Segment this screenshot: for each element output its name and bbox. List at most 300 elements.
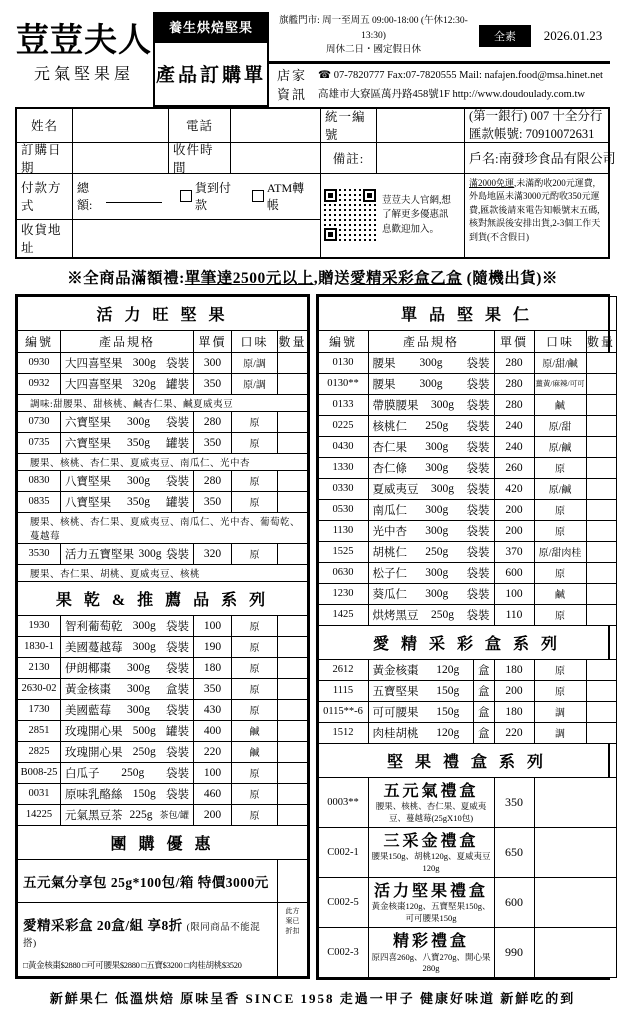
single-nuts-and-giftbox-table: [318, 296, 617, 979]
product-row: [318, 722, 616, 743]
contact-row: [269, 64, 610, 107]
product-price: 200: [494, 680, 534, 701]
product-flavor: 調: [534, 722, 586, 743]
order-date-field[interactable]: [73, 143, 169, 174]
product-price: 600: [494, 878, 534, 928]
product-flavor: 鹹: [534, 583, 586, 604]
product-flavor: 原: [232, 470, 278, 491]
page-title: 產品訂購單: [153, 41, 269, 107]
product-code: B008-25: [18, 762, 61, 783]
quantity-cell[interactable]: [278, 657, 308, 678]
product-price: 370: [494, 541, 534, 562]
product-code: 0130: [318, 352, 368, 373]
product-spec: 大四喜堅果 300g 袋裝: [61, 352, 194, 373]
quantity-cell[interactable]: [586, 701, 616, 722]
ingredient-note-row: 腰果、杏仁果、胡桃、夏威夷豆、核桃: [18, 564, 308, 581]
quantity-cell[interactable]: [586, 722, 616, 743]
product-flavor: 鹹: [534, 394, 586, 415]
product-flavor: 原: [534, 520, 586, 541]
gift-box-contents: 原四喜260g、八寶270g、開心果280g: [371, 951, 491, 973]
product-row: [18, 699, 308, 720]
brand-logo: [15, 12, 153, 107]
product-flavor: 鹹: [232, 720, 278, 741]
product-price: 280: [494, 373, 534, 394]
product-code: 0735: [18, 432, 61, 453]
product-row: [318, 680, 616, 701]
product-price: 430: [194, 699, 232, 720]
product-spec: 杏仁條 300g 袋裝: [368, 457, 494, 478]
shipping-note: 滿2000免運,未滿酌收200元運費,外島地區未滿3000元酌收350元運費,匯款後請來電告知帳號末五碼,核對無誤後安排出貨,2-3個工作天到貨(不含假日): [469, 177, 601, 242]
cod-label: 貨到付款: [195, 181, 232, 213]
product-spec: 智利葡萄乾 300g 袋裝: [61, 615, 194, 636]
product-code: 2630-02: [18, 678, 61, 699]
receive-time-field[interactable]: [231, 143, 321, 174]
header: [15, 12, 610, 107]
product-row: [318, 394, 616, 415]
product-row: [318, 415, 616, 436]
quantity-cell[interactable]: [278, 352, 308, 373]
product-row: [18, 720, 308, 741]
product-code: 1330: [318, 457, 368, 478]
product-price: 600: [494, 562, 534, 583]
product-spec: 伊朗椰棗 300g 袋裝: [61, 657, 194, 678]
product-flavor: 原: [232, 657, 278, 678]
quantity-cell[interactable]: [586, 373, 616, 394]
product-row: [318, 457, 616, 478]
column-header-row: 編號 產品規格 單價 口味 數量: [318, 330, 616, 352]
product-row: [18, 491, 308, 512]
product-row: [18, 615, 308, 636]
gift-box-row: [318, 777, 616, 827]
product-price: 280: [194, 411, 232, 432]
product-row: [18, 636, 308, 657]
group-buy-options[interactable]: □黃金核棗$2880 □可可腰果$2880 □五寶$3200 □肉桂胡桃$3520: [23, 959, 242, 970]
cod-checkbox[interactable]: [180, 190, 192, 202]
category-badge: 養生烘焙堅果: [153, 12, 269, 41]
section-header-row: 活 力 旺 堅 果: [18, 296, 308, 330]
group-buy-note: [278, 859, 308, 902]
payment-options: [73, 174, 321, 220]
product-spec: 美國藍莓 300g 袋裝: [61, 699, 194, 720]
product-spec: 葵瓜仁 300g 袋裝: [368, 583, 494, 604]
product-flavor: 原: [232, 762, 278, 783]
product-row: [18, 804, 308, 825]
remark-field[interactable]: [377, 143, 465, 174]
date: 2026.01.23: [543, 28, 603, 44]
product-flavor: 原: [534, 499, 586, 520]
ingredient-note-row: 調味:甜腰果、甜核桃、鹹杏仁果、鹹夏威夷豆: [18, 394, 308, 411]
product-code: 0930: [18, 352, 61, 373]
gift-box-contents: 腰果150g、胡桃120g、夏威夷豆120g: [371, 851, 491, 873]
product-flavor: 原/鹹: [534, 436, 586, 457]
product-row: [318, 659, 616, 680]
product-row: [18, 678, 308, 699]
quantity-cell[interactable]: [534, 828, 616, 878]
product-code: 0115**-6: [318, 701, 368, 722]
hours-line2: 周休二日・國定假日休: [325, 45, 421, 56]
product-code: 2130: [18, 657, 61, 678]
quantity-cell[interactable]: [586, 520, 616, 541]
product-flavor: 原: [232, 491, 278, 512]
section-header-row: 果 乾 & 推 薦 品 系 列: [18, 581, 308, 615]
quantity-cell[interactable]: [586, 394, 616, 415]
product-code: 1830-1: [18, 636, 61, 657]
store-info-label: 店家 資訊: [277, 68, 308, 103]
product-price: 280: [194, 470, 232, 491]
product-row: [318, 436, 616, 457]
product-code: 0630: [318, 562, 368, 583]
product-code: 1930: [18, 615, 61, 636]
group-buy-note: 此方案已折扣: [278, 902, 308, 976]
qr-block: [321, 174, 465, 257]
product-code: 1730: [18, 699, 61, 720]
product-code: 2612: [318, 659, 368, 680]
quantity-cell[interactable]: [586, 541, 616, 562]
gift-box-spec: [368, 928, 494, 978]
product-code: 0730: [18, 411, 61, 432]
receive-time-label: 收件時間: [169, 143, 231, 174]
product-flavor: 原: [534, 604, 586, 625]
product-code: 1525: [318, 541, 368, 562]
product-spec: 八寶堅果 350g 罐裝: [61, 491, 194, 512]
product-code: 0530: [318, 499, 368, 520]
address-website: 高雄市大寮區萬丹路458號1F http://www.doudoulady.com.tw: [318, 89, 585, 101]
product-code: 1115: [318, 680, 368, 701]
product-price: 300: [194, 352, 232, 373]
left-product-tables: [15, 294, 310, 979]
vitality-and-dried-fruit-table: [17, 296, 308, 977]
product-flavor: 原: [534, 680, 586, 701]
quantity-cell[interactable]: [278, 373, 308, 394]
product-flavor: 原: [232, 699, 278, 720]
quantity-cell[interactable]: [586, 499, 616, 520]
quantity-cell[interactable]: [586, 680, 616, 701]
group-buy-offer: 愛精采彩盒 20盒/組 享8折 (限同商品不能混搭): [23, 917, 261, 949]
product-flavor: 原/鹹: [534, 478, 586, 499]
product-code: C002-3: [318, 928, 368, 978]
quantity-cell[interactable]: [534, 928, 616, 978]
gift-box-name: 三采金禮盒: [383, 833, 479, 851]
quantity-cell[interactable]: [534, 777, 616, 827]
product-flavor: 鹹: [232, 741, 278, 762]
total-label: 總額:: [77, 181, 93, 213]
product-code: 1425: [318, 604, 368, 625]
right-product-tables: [316, 294, 616, 981]
product-price: 420: [494, 478, 534, 499]
product-row: [18, 657, 308, 678]
product-price: 400: [194, 720, 232, 741]
quantity-cell[interactable]: [278, 411, 308, 432]
product-price: 240: [494, 415, 534, 436]
product-price: 200: [194, 804, 232, 825]
product-spec: 原味乳酪絲 150g 袋裝: [61, 783, 194, 804]
product-spec: 玫瑰開心果 500g 罐裝: [61, 720, 194, 741]
quantity-cell[interactable]: [278, 432, 308, 453]
section-header-row: 愛 精 采 彩 盒 系 列: [318, 625, 616, 659]
product-spec: 大四喜堅果 320g 罐裝: [61, 373, 194, 394]
product-price: 350: [194, 491, 232, 512]
quantity-cell[interactable]: [278, 615, 308, 636]
product-price: 990: [494, 928, 534, 978]
product-row: [318, 352, 616, 373]
product-spec: 光中杏 300g 袋裝: [368, 520, 494, 541]
product-price: 220: [494, 722, 534, 743]
quantity-cell[interactable]: [278, 543, 308, 564]
order-date-label: 訂購日期: [17, 143, 73, 174]
product-flavor: 原: [232, 783, 278, 804]
product-price: 200: [494, 520, 534, 541]
quantity-cell[interactable]: [586, 604, 616, 625]
payment-label: 付款方式: [17, 174, 73, 220]
group-buy-row: [18, 859, 308, 902]
product-price: 240: [494, 436, 534, 457]
quantity-cell[interactable]: [586, 436, 616, 457]
product-spec: 腰果 300g 袋裝: [368, 373, 494, 394]
quantity-cell[interactable]: [586, 457, 616, 478]
quantity-cell[interactable]: [278, 741, 308, 762]
product-flavor: 原/甜肉桂: [534, 541, 586, 562]
product-flavor: 原: [534, 659, 586, 680]
product-spec: 五寶堅果 150g 盒: [368, 680, 494, 701]
total-blank-line[interactable]: [106, 190, 162, 203]
group-buy-row: [18, 902, 308, 976]
product-row: [18, 373, 308, 394]
contact-details: [318, 67, 603, 105]
ingredient-note-row: 腰果、核桃、杏仁果、夏威夷豆、南瓜仁、光中杏: [18, 453, 308, 470]
product-price: 180: [494, 659, 534, 680]
product-row: [18, 762, 308, 783]
product-price: 220: [194, 741, 232, 762]
product-flavor: 原/甜/鹹: [534, 352, 586, 373]
product-flavor: 原: [534, 562, 586, 583]
vegan-badge: 全素: [479, 25, 531, 47]
product-spec: 黃金核棗 300g 盒裝: [61, 678, 194, 699]
product-flavor: 原/調: [232, 352, 278, 373]
account-holder: 戶名:南發珍食品有限公司: [465, 143, 608, 174]
product-spec: 六寶堅果 350g 罐裝: [61, 432, 194, 453]
tax-id-field[interactable]: [377, 109, 465, 143]
product-row: [18, 543, 308, 564]
product-row: [18, 352, 308, 373]
gift-box-row: [318, 878, 616, 928]
product-spec: 帶膜腰果 300g 袋裝: [368, 394, 494, 415]
product-row: [318, 562, 616, 583]
brand-subtitle: 元氣堅果屋: [33, 65, 134, 83]
product-spec: 夏威夷豆 300g 袋裝: [368, 478, 494, 499]
product-price: 190: [194, 636, 232, 657]
product-spec: 八寶堅果 300g 袋裝: [61, 470, 194, 491]
product-price: 350: [194, 373, 232, 394]
shipping-note-underline: 滿2000免運: [469, 177, 515, 188]
product-price: 260: [494, 457, 534, 478]
quantity-cell[interactable]: [278, 720, 308, 741]
product-price: 200: [494, 499, 534, 520]
quantity-cell[interactable]: [278, 636, 308, 657]
product-row: [318, 478, 616, 499]
gift-box-contents: 黃金核棗120g、五寶堅果150g、可可腰果150g: [371, 901, 491, 923]
customer-info-form: [15, 107, 616, 259]
bank-branch: (第一銀行) 007 十全分行: [469, 108, 603, 123]
brand-title: 荳荳夫人: [16, 23, 152, 59]
product-code: 0133: [318, 394, 368, 415]
quantity-cell[interactable]: [586, 352, 616, 373]
product-flavor: 原: [232, 804, 278, 825]
product-price: 110: [494, 604, 534, 625]
quantity-cell[interactable]: [534, 878, 616, 928]
phone-field[interactable]: [231, 109, 321, 143]
product-price: 320: [194, 543, 232, 564]
atm-label: ATM轉帳: [266, 181, 305, 213]
gift-box-contents: 腰果、核桃、杏仁果、夏威夷豆、蔓越莓(25gX10包): [375, 801, 487, 823]
gift-box-row: [318, 828, 616, 878]
promo-banner: ※全商品滿額禮:單筆達2500元以上,贈送愛精采彩盒乙盒 (隨機出貨)※: [67, 269, 558, 287]
product-code: C002-1: [318, 828, 368, 878]
product-price: 350: [194, 432, 232, 453]
address-label: 收貨地址: [17, 220, 73, 257]
gift-box-row: [318, 928, 616, 978]
product-code: 0225: [318, 415, 368, 436]
product-spec: 胡桃仁 250g 袋裝: [368, 541, 494, 562]
remark-label: 備註:: [321, 143, 377, 174]
gift-box-spec: [368, 828, 494, 878]
qr-caption: 荳荳夫人官網,想了解更多優惠訊息歡迎加入。: [382, 196, 451, 235]
qr-code: [324, 189, 376, 241]
product-code: 0835: [18, 491, 61, 512]
gift-box-name: 五元氣禮盒: [383, 782, 479, 800]
product-spec: 玫瑰開心果 250g 袋裝: [61, 741, 194, 762]
product-price: 180: [494, 701, 534, 722]
product-spec: 核桃仁 250g 袋裝: [368, 415, 494, 436]
product-flavor: 原: [232, 615, 278, 636]
product-price: 280: [494, 352, 534, 373]
product-code: 1230: [318, 583, 368, 604]
tax-id-label: 統一編號: [321, 109, 377, 143]
opening-hours: [273, 14, 474, 58]
group-buy-offer: 五元氣分享包 25g*100包/箱 特價3000元: [23, 874, 269, 890]
product-row: [318, 701, 616, 722]
section-header-row: 單 品 堅 果 仁: [318, 296, 616, 330]
product-code: 2851: [18, 720, 61, 741]
quantity-cell[interactable]: [278, 762, 308, 783]
product-price: 350: [194, 678, 232, 699]
product-flavor: 原: [232, 411, 278, 432]
product-flavor: 原: [232, 432, 278, 453]
quantity-cell[interactable]: [278, 470, 308, 491]
product-spec: 腰果 300g 袋裝: [368, 352, 494, 373]
product-code: 1130: [318, 520, 368, 541]
product-code: 3530: [18, 543, 61, 564]
form-title-block: [153, 12, 269, 107]
product-flavor: 原: [232, 636, 278, 657]
name-label: 姓名: [17, 109, 73, 143]
product-spec: 活力五寶堅果 300g 袋裝: [61, 543, 194, 564]
product-spec: 白瓜子 250g 袋裝: [61, 762, 194, 783]
product-price: 350: [494, 777, 534, 827]
quantity-cell[interactable]: [586, 415, 616, 436]
hours-row: [269, 12, 610, 64]
footer-slogan: 新鮮果仁 低溫烘焙 原味呈香 SINCE 1958 走過一甲子 健康好味道 新鮮吃的到: [49, 991, 576, 1007]
product-price: 650: [494, 828, 534, 878]
product-row: [318, 499, 616, 520]
product-row: [318, 541, 616, 562]
product-flavor: 原: [534, 457, 586, 478]
product-row: [18, 470, 308, 491]
quantity-cell[interactable]: [586, 659, 616, 680]
product-price: 100: [494, 583, 534, 604]
product-spec: 肉桂胡桃 120g 盒: [368, 722, 494, 743]
product-code: 0003**: [318, 777, 368, 827]
bank-info: [465, 109, 608, 143]
gift-box-spec: [368, 777, 494, 827]
quantity-cell[interactable]: [278, 699, 308, 720]
product-price: 280: [494, 394, 534, 415]
quantity-cell[interactable]: [278, 783, 308, 804]
name-field[interactable]: [73, 109, 169, 143]
quantity-cell[interactable]: [586, 583, 616, 604]
product-row: [318, 520, 616, 541]
product-flavor: 薑黃/麻辣/可可: [534, 373, 586, 394]
phone-label: 電話: [169, 109, 231, 143]
product-code: 0130**: [318, 373, 368, 394]
product-row: [318, 583, 616, 604]
product-code: 2825: [18, 741, 61, 762]
product-row: [18, 741, 308, 762]
product-spec: 烘烤黑豆 250g 袋裝: [368, 604, 494, 625]
ingredient-note-row: 腰果、核桃、杏仁果、夏威夷豆、南瓜仁、光中杏、葡萄乾、蔓越莓: [18, 512, 308, 543]
product-spec: 杏仁果 300g 袋裝: [368, 436, 494, 457]
address-field[interactable]: [73, 220, 321, 257]
product-code: C002-5: [318, 878, 368, 928]
store-info-block: [269, 12, 610, 107]
product-spec: 黃金核棗 120g 盒: [368, 659, 494, 680]
product-price: 180: [194, 657, 232, 678]
product-code: 0430: [318, 436, 368, 457]
product-code: 0932: [18, 373, 61, 394]
atm-checkbox[interactable]: [252, 190, 264, 202]
quantity-cell[interactable]: [586, 562, 616, 583]
product-flavor: 原: [232, 543, 278, 564]
quantity-cell[interactable]: [278, 678, 308, 699]
hours-line1: 旗艦門市: 周一至周五 09:00-18:00 (午休12:30-13:30): [279, 16, 468, 41]
product-spec: 元氣黑豆茶 225g 茶包/罐: [61, 804, 194, 825]
product-flavor: 調: [534, 701, 586, 722]
quantity-cell[interactable]: [278, 804, 308, 825]
product-spec: 南瓜仁 300g 袋裝: [368, 499, 494, 520]
gift-box-name: 精彩禮盒: [392, 933, 469, 951]
quantity-cell[interactable]: [278, 491, 308, 512]
product-flavor: 原: [232, 678, 278, 699]
bank-account-number: 匯款帳號: 70910072631: [469, 127, 595, 142]
product-row: [318, 604, 616, 625]
product-spec: 六寶堅果 300g 袋裝: [61, 411, 194, 432]
product-code: 14225: [18, 804, 61, 825]
product-flavor: 原/調: [232, 373, 278, 394]
product-price: 100: [194, 762, 232, 783]
product-code: 0330: [318, 478, 368, 499]
product-price: 100: [194, 615, 232, 636]
product-row: [18, 411, 308, 432]
product-code: 0031: [18, 783, 61, 804]
column-header-row: 編號 產品規格 單價 口味 數量: [18, 330, 308, 352]
product-spec: 美國蔓越莓 300g 袋裝: [61, 636, 194, 657]
product-code: 0830: [18, 470, 61, 491]
product-row: [18, 783, 308, 804]
product-spec: 可可腰果 150g 盒: [368, 701, 494, 722]
product-flavor: 原/甜: [534, 415, 586, 436]
gift-box-name: 活力堅果禮盒: [373, 883, 488, 901]
product-price: 460: [194, 783, 232, 804]
quantity-cell[interactable]: [586, 478, 616, 499]
